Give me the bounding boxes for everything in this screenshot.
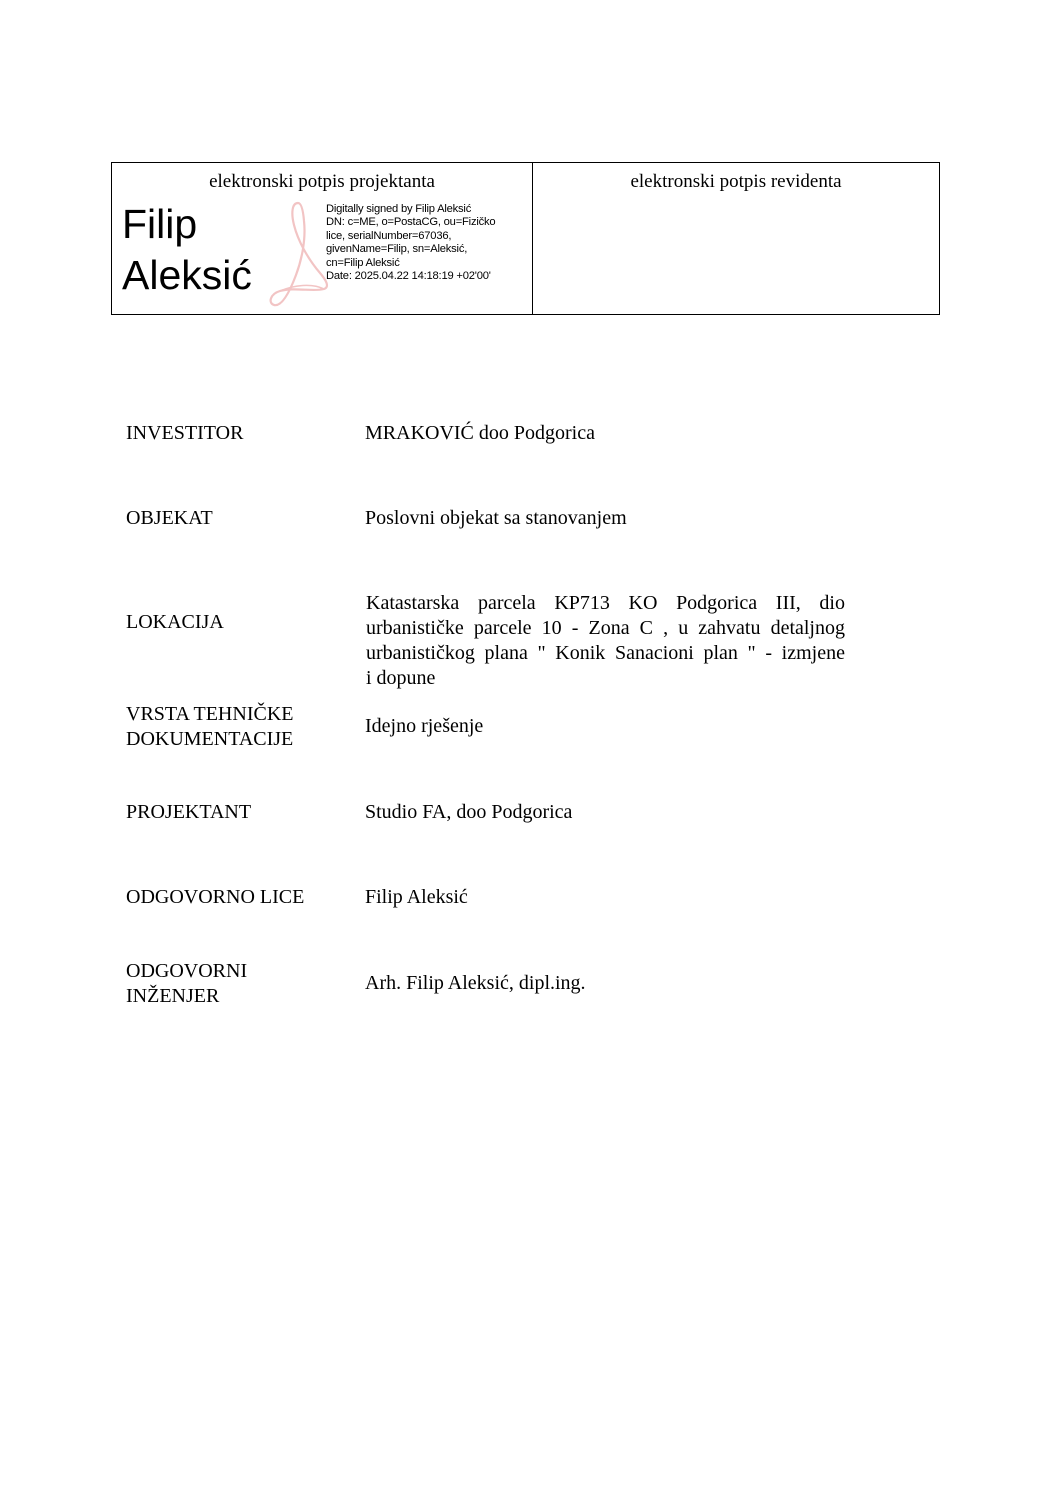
reviewer-signature-cell <box>533 163 939 314</box>
vrsta-label-line: DOKUMENTACIJE <box>126 728 294 750</box>
lokacija-line: urbanističke parcele 10 - Zona C , u zahvatu detaljnog <box>366 617 845 639</box>
signature-detail-line: Date: 2025.04.22 14:18:19 +02'00' <box>326 270 491 283</box>
investitor-value: MRAKOVIĆ doo Podgorica <box>365 422 595 444</box>
projektant-value: Studio FA, doo Podgorica <box>365 801 573 823</box>
signature-detail-line: Digitally signed by Filip Aleksić <box>326 203 472 215</box>
signer-name <box>122 199 252 301</box>
signature-detail-line: cn=Filip Aleksić <box>326 256 400 269</box>
investitor-label: INVESTITOR <box>126 422 244 444</box>
lokacija-label: LOKACIJA <box>126 611 224 633</box>
designer-signature-caption: elektronski potpis projektanta <box>209 171 435 192</box>
objekat-value: Poslovni objekat sa stanovanjem <box>365 507 627 529</box>
reviewer-signature-caption: elektronski potpis revidenta <box>630 171 842 192</box>
objekat-label: OBJEKAT <box>126 507 213 529</box>
lokacija-line: urbanističkog plana " Konik Sanacioni plan " - izmjene <box>366 642 845 664</box>
projektant-label: PROJEKTANT <box>126 801 252 823</box>
odgovorni-inzenjer-label <box>126 959 247 1009</box>
signer-last-name: Aleksić <box>122 252 252 298</box>
lokacija-line: Katastarska parcela KP713 KO Podgorica III, dio <box>366 592 845 614</box>
vrsta-dokumentacije-value: Idejno rješenje <box>365 715 484 737</box>
odgovorni-inzenjer-value: Arh. Filip Aleksić, dipl.ing. <box>365 972 586 994</box>
adobe-acrobat-signature-icon <box>264 199 334 309</box>
digital-signature-details <box>326 203 495 283</box>
signer-first-name: Filip <box>122 201 198 247</box>
vrsta-dokumentacije-label <box>126 702 293 752</box>
designer-signature-cell <box>112 163 533 314</box>
vrsta-label-line: VRSTA TEHNIČKE <box>126 703 294 725</box>
lokacija-value <box>366 591 845 691</box>
signature-table <box>111 162 940 315</box>
lokacija-line: i dopune <box>366 667 436 689</box>
signature-detail-line: lice, serialNumber=67036, <box>326 229 452 242</box>
odgovorno-lice-label: ODGOVORNO LICE <box>126 886 305 908</box>
signature-detail-line: DN: c=ME, o=PostaCG, ou=Fizičko <box>326 216 496 229</box>
odgovorno-lice-value: Filip Aleksić <box>365 886 468 908</box>
signature-detail-line: givenName=Filip, sn=Aleksić, <box>326 243 468 256</box>
inzenjer-label-line: INŽENJER <box>126 985 220 1007</box>
inzenjer-label-line: ODGOVORNI <box>126 960 248 982</box>
